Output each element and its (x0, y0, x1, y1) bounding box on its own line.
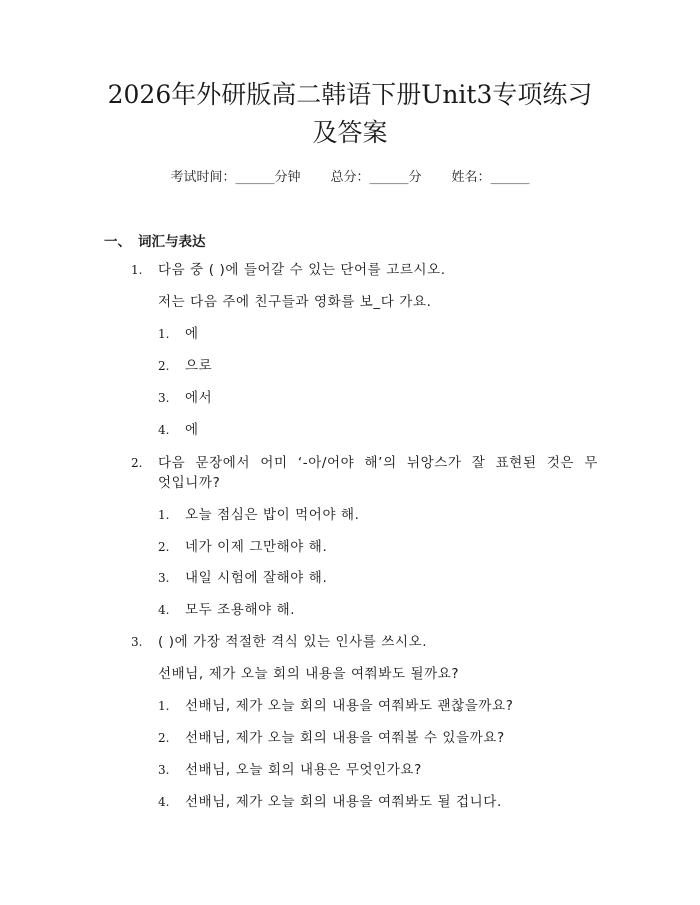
option-number: 3. (158, 391, 170, 405)
question-number: 3. (131, 635, 143, 649)
option-text: 으로 (185, 358, 213, 374)
option-number: 3. (158, 763, 170, 777)
document-title (80, 76, 620, 152)
exam-time: 考试时间：______分钟 (170, 170, 301, 185)
option-text: 에 (185, 422, 199, 438)
question-prompt: 다음 문장에서 어미 ‘-아/어야 해’의 뉘앙스가 잘 표현된 것은 무 (158, 455, 598, 471)
option-number: 4. (158, 603, 170, 617)
title-line-2: 及答案 (312, 118, 388, 147)
option-number: 3. (158, 571, 170, 585)
option-text: 오늘 점심은 밥이 먹어야 해. (185, 507, 360, 523)
exam-meta (0, 168, 700, 188)
question-sentence: 선배님, 제가 오늘 회의 내용을 여쭤봐도 될까요? (158, 666, 460, 682)
option-text: 에 (185, 326, 199, 342)
option-text: 선배님, 제가 오늘 회의 내용을 여쭤볼 수 있을까요? (185, 730, 505, 746)
section-heading (104, 230, 206, 250)
title-line-1: 2026年外研版高二韩语下册Unit3专项练习 (107, 80, 593, 109)
question-number: 2. (131, 456, 143, 470)
option-text: 에서 (185, 390, 213, 406)
section-number: 一、 (104, 234, 131, 250)
option-text: 선배님, 오늘 회의 내용은 무엇인가요? (185, 762, 422, 778)
option-text: 내일 시험에 잘해야 해. (185, 570, 328, 586)
option-text: 네가 이제 그만해야 해. (185, 539, 328, 555)
question-prompt: ( )에 가장 적절한 격식 있는 인사를 쓰시오. (158, 634, 428, 650)
section-title: 词汇与表达 (138, 234, 206, 250)
question-prompt-continued: 엇입니까? (158, 475, 221, 491)
question-sentence: 저는 다음 주에 친구들과 영화를 보_다 가요. (158, 294, 432, 310)
question-prompt: 다음 중 ( )에 들어갈 수 있는 단어를 고르시오. (158, 262, 446, 278)
option-number: 1. (158, 327, 170, 341)
option-text: 선배님, 제가 오늘 회의 내용을 여쭤봐도 될 겁니다. (185, 794, 502, 810)
option-number: 1. (158, 508, 170, 522)
question-number: 1. (131, 263, 143, 277)
option-number: 2. (158, 731, 170, 745)
option-number: 4. (158, 795, 170, 809)
total-score: 总分：______分 (330, 170, 422, 185)
option-number: 1. (158, 699, 170, 713)
student-name: 姓名：______ (451, 170, 530, 185)
option-number: 4. (158, 423, 170, 437)
option-text: 선배님, 제가 오늘 회의 내용을 여쭤봐도 괜찮을까요? (185, 698, 514, 714)
option-number: 2. (158, 540, 170, 554)
option-number: 2. (158, 359, 170, 373)
option-text: 모두 조용해야 해. (185, 602, 296, 618)
